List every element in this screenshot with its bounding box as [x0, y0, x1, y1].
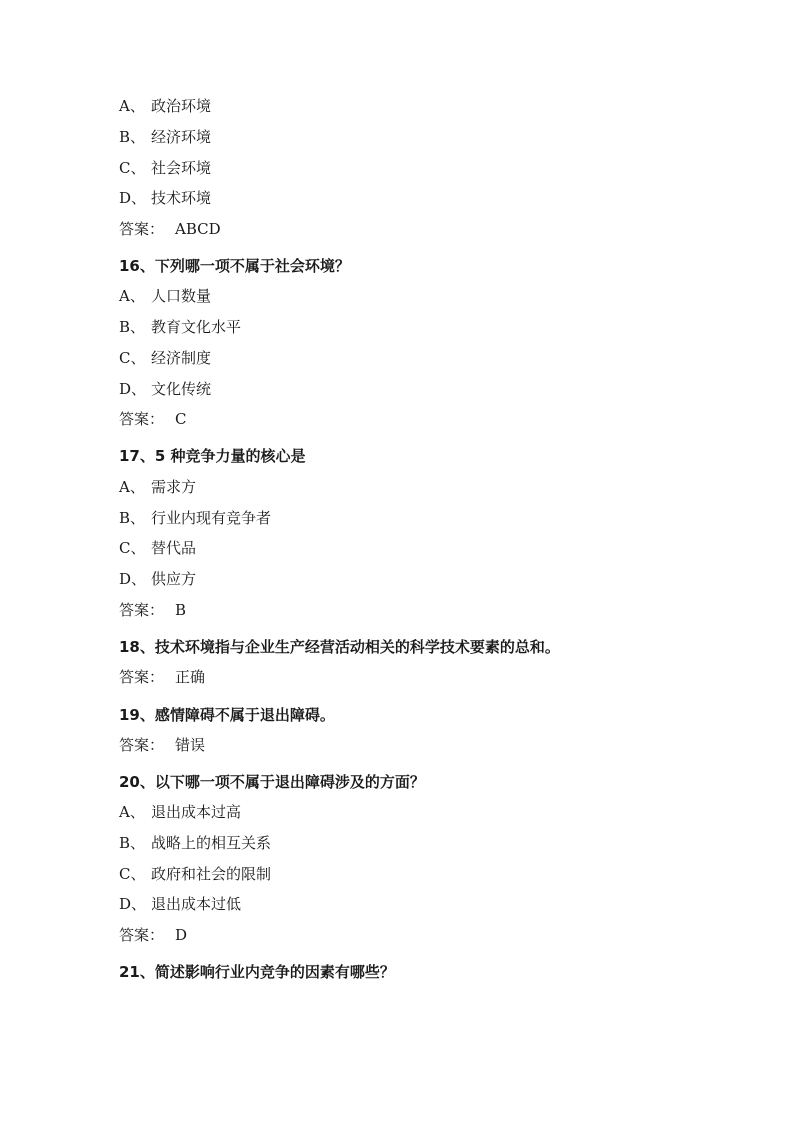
option-d [119, 188, 211, 208]
option-a [119, 96, 211, 116]
option-a [119, 802, 241, 822]
option-text: 文化传统 [151, 380, 212, 398]
option-d [119, 569, 196, 589]
option-c [119, 158, 211, 178]
option-text: 战略上的相互关系 [151, 834, 272, 852]
option-key: C、 [119, 349, 146, 367]
answer-label: 答案： [119, 668, 165, 686]
option-key: D、 [119, 895, 147, 913]
option-b [119, 317, 241, 337]
option-key: D、 [119, 570, 147, 588]
option-c [119, 538, 196, 558]
option-text: 政治环境 [151, 97, 212, 115]
option-text: 需求方 [151, 478, 197, 496]
option-key: A、 [119, 803, 145, 821]
option-key: B、 [119, 834, 146, 852]
option-text: 政府和社会的限制 [151, 865, 272, 883]
option-key: C、 [119, 159, 146, 177]
answer-line [119, 219, 221, 239]
option-key: C、 [119, 865, 146, 883]
option-d [119, 894, 241, 914]
answer-line [119, 600, 186, 620]
answer-label: 答案： [119, 220, 165, 238]
answer-label: 答案： [119, 926, 165, 944]
option-text: 人口数量 [151, 287, 212, 305]
question-title: 16、下列哪一项不属于社会环境？ [119, 257, 350, 275]
option-d [119, 379, 211, 399]
question-title: 18、技术环境指与企业生产经营活动相关的科学技术要素的总和。 [119, 638, 560, 656]
answer-value: D [175, 926, 188, 944]
question-title: 17、5 种竞争力量的核心是 [119, 447, 306, 465]
option-a [119, 286, 211, 306]
option-text: 经济制度 [151, 349, 212, 367]
option-key: C、 [119, 539, 146, 557]
answer-value: B [175, 601, 187, 619]
option-key: A、 [119, 287, 145, 305]
question-title: 20、以下哪一项不属于退出障碍涉及的方面？ [119, 773, 425, 791]
answer-value: C [175, 410, 187, 428]
option-b [119, 833, 271, 853]
option-key: D、 [119, 380, 147, 398]
option-text: 社会环境 [151, 159, 212, 177]
option-b [119, 127, 211, 147]
option-key: B、 [119, 509, 146, 527]
option-c [119, 348, 211, 368]
answer-label: 答案： [119, 601, 165, 619]
answer-value: 错误 [175, 736, 206, 754]
option-text: 供应方 [151, 570, 197, 588]
option-c [119, 864, 271, 884]
option-key: B、 [119, 128, 146, 146]
option-key: A、 [119, 478, 145, 496]
answer-label: 答案： [119, 410, 165, 428]
answer-line [119, 925, 187, 945]
option-text: 技术环境 [151, 189, 212, 207]
option-text: 退出成本过高 [151, 803, 242, 821]
option-b [119, 508, 271, 528]
option-text: 退出成本过低 [151, 895, 242, 913]
answer-label: 答案： [119, 736, 165, 754]
answer-line [119, 667, 205, 687]
answer-line [119, 735, 205, 755]
option-key: D、 [119, 189, 147, 207]
answer-value: 正确 [175, 668, 206, 686]
option-text: 行业内现有竞争者 [151, 509, 272, 527]
option-key: B、 [119, 318, 146, 336]
option-a [119, 477, 196, 497]
question-title: 21、简述影响行业内竞争的因素有哪些？ [119, 963, 395, 981]
answer-line [119, 409, 186, 429]
option-text: 教育文化水平 [151, 318, 242, 336]
option-text: 经济环境 [151, 128, 212, 146]
answer-value: ABCD [175, 220, 221, 238]
option-key: A、 [119, 97, 145, 115]
question-title: 19、感情障碍不属于退出障碍。 [119, 706, 335, 724]
option-text: 替代品 [151, 539, 197, 557]
